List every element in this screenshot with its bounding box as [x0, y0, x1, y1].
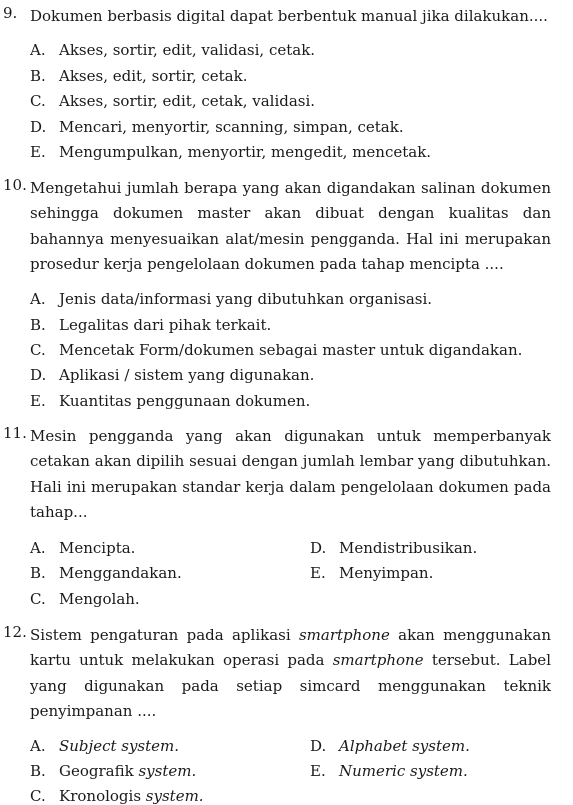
- question-text: Mesin pengganda yang akan digunakan untuk memperbanyak cetakan akan dipilih sesuai dengan jumlah lembar yang dibutuhkan. Hali ini merupakan standar kerja dalam pengelolaan dokumen pada tahap...: [30, 427, 551, 521]
- option-text-italic: system.: [145, 787, 204, 805]
- option-letter: E.: [310, 564, 326, 582]
- option-text: Kuantitas penggunaan dokumen.: [59, 392, 311, 410]
- option-letter: B.: [30, 564, 46, 582]
- option-letter: E.: [30, 143, 46, 161]
- question-number: 12.: [3, 623, 27, 641]
- question-text-part: Sistem pengaturan pada aplikasi: [30, 626, 299, 644]
- question-text: [30, 623, 551, 724]
- question-text: Dokumen berbasis digital dapat berbentuk manual jika dilakukan....: [30, 7, 548, 25]
- option-letter: D.: [310, 539, 327, 557]
- option-text: Aplikasi / sistem yang digunakan.: [59, 366, 315, 384]
- question-text-part: tersebut. Label yang digunakan pada setiap simcard menggunakan teknik penyimpanan ....: [30, 651, 551, 720]
- option-text: Mengumpulkan, menyortir, mengedit, mencetak.: [59, 143, 432, 161]
- option-text: Alphabet system.: [339, 737, 470, 755]
- question-text-italic: smartphone: [298, 626, 390, 644]
- option-text: [59, 787, 204, 805]
- option-text-part: Geografik: [59, 762, 139, 780]
- option-letter: C.: [30, 341, 46, 359]
- option-letter: E.: [310, 762, 326, 780]
- option-letter: A.: [30, 290, 46, 308]
- option-text: Akses, edit, sortir, cetak.: [59, 67, 248, 85]
- option-text: Subject system.: [59, 737, 180, 755]
- option-letter: A.: [30, 737, 46, 755]
- option-text: Numeric system.: [339, 762, 468, 780]
- option-letter: A.: [30, 41, 46, 59]
- option-letter: D.: [310, 737, 327, 755]
- option-letter: D.: [30, 366, 47, 384]
- option-text: Menggandakan.: [59, 564, 182, 582]
- option-text: Akses, sortir, edit, validasi, cetak.: [59, 41, 316, 59]
- question-text-italic: smartphone: [332, 651, 424, 670]
- option-letter: B.: [30, 762, 46, 780]
- option-letter: B.: [30, 316, 46, 334]
- question-text: Mengetahui jumlah berapa yang akan digandakan salinan dokumen sehingga dokumen master akan dibuat dengan kualitas dan bahannya menyesuaikan alat/mesin pengganda. Hal ini merupakan prosedur kerja pengelolaan dokumen pada tahap mencipta ....: [30, 179, 551, 273]
- question-number: 9.: [3, 4, 18, 22]
- option-text: Mencipta.: [59, 539, 136, 557]
- option-text: Mencari, menyortir, scanning, simpan, cetak.: [59, 118, 404, 136]
- option-text: Legalitas dari pihak terkait.: [59, 316, 272, 334]
- question-text-part: akan menggunakan kartu untuk melakukan operasi pada: [30, 626, 551, 670]
- option-text: Mendistribusikan.: [339, 539, 478, 557]
- option-text: Jenis data/informasi yang dibutuhkan organisasi.: [59, 290, 433, 308]
- option-letter: C.: [30, 590, 46, 608]
- option-text-italic: system.: [138, 762, 197, 780]
- option-text: Mencetak Form/dokumen sebagai master untuk digandakan.: [59, 341, 523, 359]
- option-text: Akses, sortir, edit, cetak, validasi.: [59, 92, 316, 110]
- option-letter: E.: [30, 392, 46, 410]
- option-text: Menyimpan.: [339, 564, 434, 582]
- option-letter: C.: [30, 787, 46, 805]
- option-letter: B.: [30, 67, 46, 85]
- option-letter: D.: [30, 118, 47, 136]
- option-text: Mengolah.: [59, 590, 140, 608]
- question-number: 10.: [3, 176, 27, 194]
- option-text: [59, 762, 196, 780]
- option-letter: A.: [30, 539, 46, 557]
- question-number: 11.: [3, 424, 27, 442]
- option-text-part: Kronologis: [59, 787, 146, 805]
- option-letter: C.: [30, 92, 46, 110]
